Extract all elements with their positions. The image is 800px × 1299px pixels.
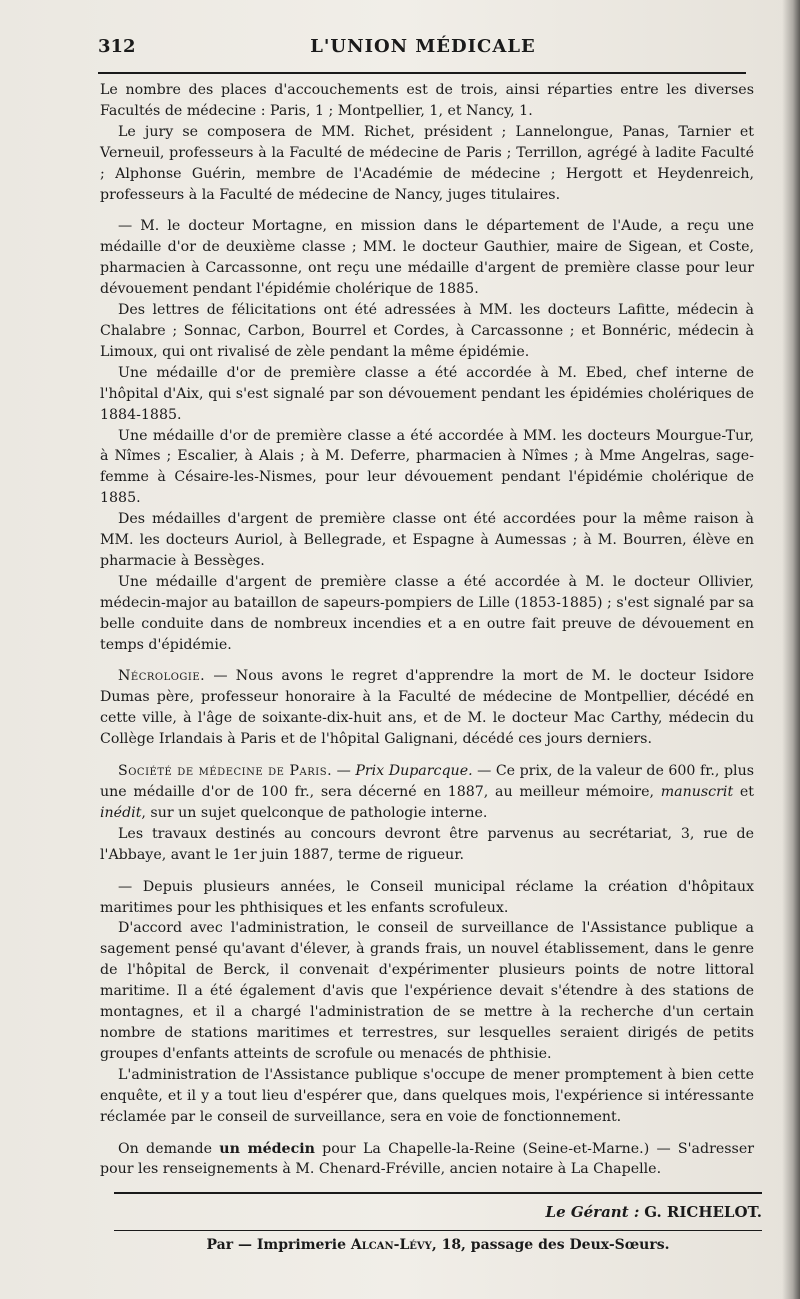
book-spine-shadow [782,0,800,1299]
paragraph-medailles-argent: Des médailles d'argent de première classe ont été accordées pour la même raison à MM. les docteurs Auriol, à Bellegrade, et Espagne à Aumessas ; à M. Bourren, élève en pharmacie à Bessèges. [100,511,754,569]
gerant-name: G. RICHELOT. [644,1203,762,1221]
paragraph-conseil: — Depuis plusieurs années, le Conseil municipal réclame la création d'hôpitaux maritimes pour les phthisiques et les enfants scrofuleux. [100,878,754,916]
paragraph-felicitations: Des lettres de félicitations ont été adressées à MM. les docteurs Lafitte, médecin à Chalabre ; Sonnac, Carbon, Bourrel et Cordes, à Carcassonne ; et Bonnéric, médecin à Limoux, qui ont rivalisé de zèle pendant la même épidémie. [100,302,754,360]
paragraph-enquete: L'administration de l'Assistance publique s'occupe de mener promptement à bien cette enquête, et il y a tout lieu d'espérer que, dans quelques mois, l'expérience si intéressante réclamée par le conseil de surveillance, sera en voie de fonctionnement. [100,1066,754,1125]
societe-dash: — [332,763,356,780]
paragraph-societe [100,761,754,824]
societe-text-b: et [733,784,754,800]
page-header [98,36,748,66]
header-rule [98,72,746,74]
imprint-prefix: Par — Imprimerie [206,1237,347,1253]
paragraph-necrologie [100,666,754,750]
prize-name: Prix Duparcque. [355,763,473,780]
manuscrit-word: manuscrit [660,784,734,800]
inedit-word: inédit [100,804,142,821]
societe-text-c: , sur un sujet quelconque de pathologie interne. [141,804,488,821]
demande-bold: un médecin [219,1140,315,1157]
running-title: L'UNION MÉDICALE [310,36,536,57]
paragraph-mortagne: — M. le docteur Mortagne, en mission dans le département de l'Aude, a reçu une médaille d'or de deuxième classe ; MM. le docteur Gauthier, maire de Sigean, et Coste, pharmacien à Carcassonne, ont reçu une médaille d'argent de première classe pour leur dévouement pendant l'épidémie cholérique de 1885. [100,218,754,298]
societe-label: Société de médecine de Paris. [118,763,333,780]
paragraph-mourgue: Une médaille d'or de première classe a été accordée à MM. les docteurs Mourgue-Tur, à Nîmes ; Escalier, à Alais ; à M. Deferre, pharmacien à Nîmes ; à Mme Angelras, sage-femme à Césaire-les-Nismes, pour leur dévouement pendant l'épidémie cholérique de 1885. [100,427,754,507]
paragraph-ebed: Une médaille d'or de première classe a été accordée à M. Ebed, chef interne de l'hôpital d'Aix, qui s'est signalé par son dévouement pendant les épidémies cholériques de 1884-1885. [100,364,754,423]
demande-text-a: On demande [118,1140,220,1157]
paragraph-demande [100,1139,754,1181]
printer-imprint [114,1237,762,1253]
necrologie-label: Nécrologie. [118,668,206,685]
paragraph-jury: Le jury se composera de MM. Richet, président ; Lannelongue, Panas, Tarnier et Verneuil, professeurs à la Faculté de médecine de Paris ; Terrillon, agrégé à ladite Faculté ; Alphonse Guérin, membre de l'Académie de médecine ; Hergott et Heydenreich, professeurs à la Faculté de médecine de Nancy, juges titulaires. [100,123,754,203]
footer-rule-top [114,1192,762,1194]
demande-text-b: pour La Chapelle-la-Reine (Seine-et-Marne.) — S'adresser pour les renseignements à M. Chenard-Fréville, ancien notaire à La Chapelle. [100,1140,754,1178]
imprint-address: 18, passage des Deux-Sœurs. [441,1237,670,1253]
page-number: 312 [98,36,136,57]
gerant-line [114,1203,762,1221]
imprint-printer: Alcan-Lévy, [350,1237,437,1253]
paragraph-assistance: D'accord avec l'administration, le conseil de surveillance de l'Assistance publique a sagement pensé qu'avant d'élever, à grands frais, un nouvel établissement, dans le genre de l'hôpital de Berck, il convenait d'expérimenter plusieurs points de notre littoral maritime. Il a été également d'avis que l'expérience devait s'étendre à des stations de montagnes, et il a chargé l'administration de se mettre à la recherche d'un certain nombre de stations maritimes et terrestres, sur lesquelles seraient dirigés de petits groupes d'enfants atteints de scrofule ou menacés de phthisie. [100,920,754,1062]
necrologie-text: — Nous avons le regret d'apprendre la mort de M. le docteur Isidore Dumas père, professeur honoraire à la Faculté de médecine de Montpellier, décédé en cette ville, à l'âge de soixante-dix-huit ans, et de M. le docteur Mac Carthy, médecin du Collège Irlandais à Paris et de l'hôpital Galignani, décédé ces jours derniers. [100,668,754,748]
footer-rule-bottom [114,1230,762,1231]
paragraph-places: Le nombre des places d'accouchements est de trois, ainsi réparties entre les diverses Facultés de médecine : Paris, 1 ; Montpellier, 1, et Nancy, 1. [100,82,754,119]
paragraph-travaux: Les travaux destinés au concours devront être parvenus au secrétariat, 3, rue de l'Abbaye, avant le 1er juin 1887, terme de rigueur. [100,825,754,863]
paragraph-ollivier: Une médaille d'argent de première classe a été accordée à M. le docteur Ollivier, médecin-major au bataillon de sapeurs-pompiers de Lille (1853-1885) ; s'est signalé par sa belle conduite dans de nombreux incendies et a en outre fait preuve de dévouement en temps d'épidémie. [100,573,754,653]
societe-text-a: — Ce prix, de la valeur de 600 fr., plus une médaille d'or de 100 fr., sera décerné en 1887, au meilleur mémoire, [100,763,754,800]
gerant-label: Le Gérant : [545,1203,640,1221]
article-body [100,80,754,1180]
